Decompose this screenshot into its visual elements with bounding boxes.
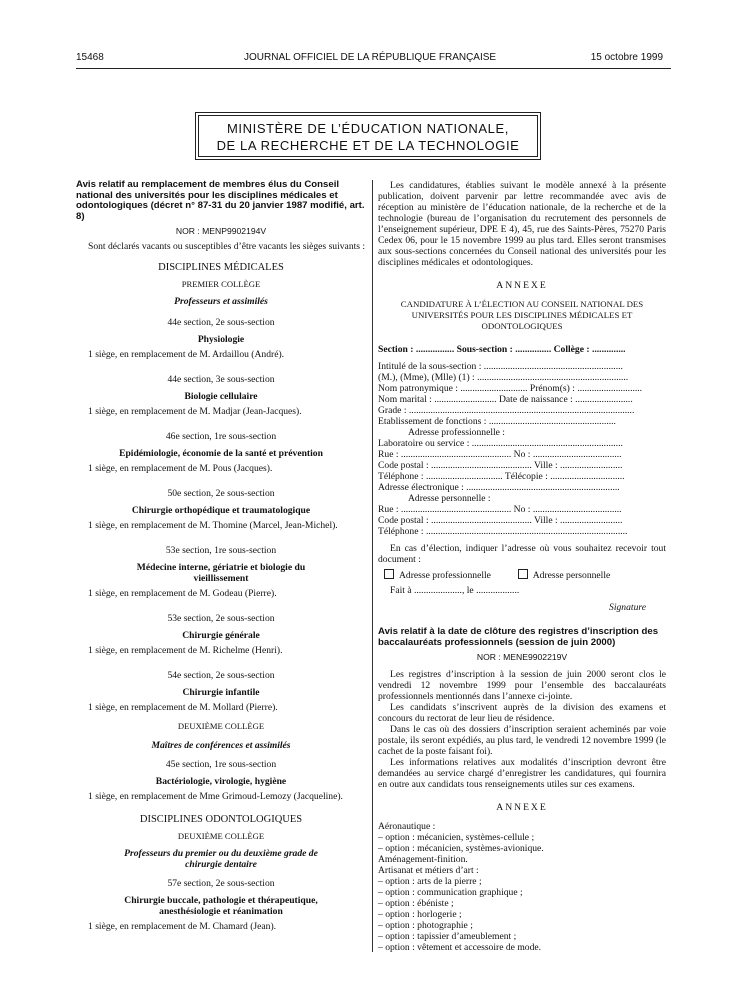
seat-text: 1 siège, en remplacement de M. Chamard (Jean). <box>88 921 277 932</box>
discipline-heading: DISCIPLINES MÉDICALES <box>158 262 284 273</box>
form-line: Etablissement de fonctions : ..................................................... <box>378 416 616 427</box>
seat-text: 1 siège, en remplacement de M. Richelme (Henri). <box>88 645 283 656</box>
subsection-name: Chirurgie buccale, pathologie et thérapeutique, anesthésiologie et réanimation <box>124 895 318 917</box>
paragraph: Dans le cas où des dossiers d’inscription seraient acheminés par voie postale, ils seront expédiés, au plus tard, le vendredi 12 novembre 1999 (le cachet de la poste faisant foi). <box>378 724 666 757</box>
form-line: Nom patronymique : ............................ Prénom(s) : ........................... <box>378 383 643 394</box>
list-item: – option : tapissier d’ameublement ; <box>378 931 517 942</box>
subsection-name: Chirurgie orthopédique et traumatologique <box>131 505 311 516</box>
subsection-name: Physiologie <box>197 334 245 345</box>
list-item: – option : horlogerie ; <box>378 909 462 920</box>
form-line: Rue : .............................................. No : ..................................... <box>378 504 622 515</box>
section-label: 54e section, 2e sous-section <box>167 670 275 681</box>
form-line: Intitulé de la sous-section : .......................................................... <box>378 361 623 372</box>
paragraph: Les informations relatives aux modalités d’inscription devront être demandées au service chargé d’enregistrer les candidatures, qui fournira en outre aux candidats tous renseignements utiles sur ces examens. <box>378 757 666 790</box>
section-label: 45e section, 1re sous-section <box>165 759 277 770</box>
subsection-name: Bactériologie, virologie, hygiène <box>155 776 287 787</box>
form-line: Laboratoire ou service : ............................................................... <box>378 438 623 449</box>
rank-heading: Professeurs et assimilés <box>174 296 268 307</box>
form-line: (M.), (Mme), (Mlle) (1) : ............................................................... <box>378 372 629 383</box>
rank-heading: Professeurs du premier ou du deuxième grade de chirurgie dentaire <box>124 848 318 870</box>
notice-title: Avis relatif au remplacement de membres élus du Conseil national des universités pour les disciplines médicales et odontologiques (décret n° 87-31 du 20 janvier 1987 modifié, art. 8) <box>76 179 365 222</box>
section-label: 44e section, 3e sous-section <box>167 374 275 385</box>
list-item: – option : vêtement et accessoire de mode. <box>378 942 542 953</box>
rank-heading: Maîtres de conférences et assimilés <box>151 740 291 751</box>
seat-text: 1 siège, en remplacement de Mme Grimoud-Lemozy (Jacqueline). <box>88 791 343 802</box>
paragraph: Les candidats s’inscrivent auprès de la division des examens et concours du rectorat de leur lieu de résidence. <box>378 702 666 724</box>
left-column <box>76 180 366 932</box>
candidature-title: CANDIDATURE À L’ÉLECTION AU CONSEIL NATIONAL DES UNIVERSITÉS POUR LES DISCIPLINES MÉDICALES ET ODONTOLOGIQUES <box>400 299 644 331</box>
form-line: Code postal : .......................................... Ville : .......................... <box>378 515 623 526</box>
nor-reference: NOR : MENP9902194V <box>175 226 267 236</box>
college-heading: DEUXIÈME COLLÈGE <box>177 721 265 731</box>
form-section-row: Section : ................ Sous-section : ............... Collège : .............. <box>378 344 626 355</box>
checkbox-personal[interactable] <box>518 569 528 579</box>
candidature-text: Les candidatures, établies suivant le modèle annexé à la présente publication, doivent parvenir par lettre recommandée avec avis de réception au ministère de l’éducation nationale, de la recherche et de la technologie (bureau de l’organisation du recrutement des personnels de l’enseignement supérieur, DPE E 4), 45, rue des Saints-Pères, 75270 Paris Cedex 06, pour le 15 novembre 1999 au plus tard. Elles seront transmises aux sous-sections concernées du Conseil national des universités pour les disciplines médicales et odontologiques. <box>378 180 666 268</box>
subsection-name: Biologie cellulaire <box>184 391 258 402</box>
annexe-heading-2: ANNEXE <box>496 802 548 813</box>
header-rule <box>76 68 671 69</box>
column-divider <box>372 180 373 952</box>
annexe-heading: ANNEXE <box>496 280 548 291</box>
section-label: 57e section, 2e sous-section <box>167 878 275 889</box>
option-professional-label: Adresse professionnelle <box>399 570 491 581</box>
journal-title: JOURNAL OFFICIEL DE LA RÉPUBLIQUE FRANÇAISE <box>244 52 497 63</box>
subsection-name: Médecine interne, gériatrie et biologie du vieillissement <box>136 562 306 584</box>
section-label: 46e section, 1re sous-section <box>165 431 277 442</box>
list-item: Artisanat et métiers d’art : <box>378 865 479 876</box>
section-label: 53e section, 1re sous-section <box>165 545 277 556</box>
seat-text: 1 siège, en remplacement de M. Pous (Jacques). <box>88 463 273 474</box>
paragraph: Les registres d’inscription à la session de juin 2000 seront clos le vendredi 12 novembre 1999 pour l’ensemble des baccalauréats professionnels mentionnés dans l’annexe ci-jointe. <box>378 669 666 702</box>
form-line: Adresse électronique : ................................................................ <box>378 482 620 493</box>
bac-pro-list <box>378 821 666 953</box>
ministry-line1: MINISTÈRE DE L’ÉDUCATION NATIONALE, <box>226 121 509 136</box>
list-item: – option : ébéniste ; <box>378 898 454 909</box>
list-item: Aménagement-finition. <box>378 854 468 865</box>
form-line: Rue : .............................................. No : ..................................... <box>378 449 622 460</box>
right-column <box>378 180 666 953</box>
form-subheading: Adresse professionnelle : <box>408 427 505 438</box>
seat-text: 1 siège, en remplacement de M. Madjar (Jean-Jacques). <box>88 406 302 417</box>
list-item: Aéronautique : <box>378 821 436 832</box>
ministry-box <box>198 115 538 157</box>
option-personal-label: Adresse personnelle <box>532 570 611 581</box>
subsection-name: Chirurgie générale <box>182 630 260 641</box>
form-line: Téléphone : ................................ Télécopie : ............................... <box>378 471 625 482</box>
signature-label: Signature <box>609 602 646 613</box>
page-number: 15468 <box>76 52 104 63</box>
seat-text: 1 siège, en remplacement de M. Ardaillou (André). <box>88 349 285 360</box>
college-heading: PREMIER COLLÈGE <box>181 279 261 289</box>
list-item: – option : arts de la pierre ; <box>378 876 482 887</box>
list-item: – option : photographie ; <box>378 920 473 931</box>
subsection-name: Epidémiologie, économie de la santé et prévention <box>119 448 323 459</box>
form-line: Téléphone : .................................................................................... <box>378 526 628 537</box>
seat-text: 1 siège, en remplacement de M. Godeau (Pierre). <box>88 588 277 599</box>
form-line: Code postal : .......................................... Ville : .......................... <box>378 460 623 471</box>
list-item: – option : communication graphique ; <box>378 887 523 898</box>
list-item: – option : mécanicien, systèmes-cellule ; <box>378 832 535 843</box>
notice-title-2: Avis relatif à la date de clôture des registres d’inscription des baccalauréats professionnels (session de juin 2000) <box>378 626 659 648</box>
nor-reference-2: NOR : MENE9902219V <box>476 652 568 662</box>
ministry-line2: DE LA RECHERCHE ET DE LA TECHNOLOGIE <box>216 138 520 153</box>
section-label: 50e section, 2e sous-section <box>167 488 275 499</box>
address-options <box>378 569 666 581</box>
form-subheading: Adresse personnelle : <box>408 493 491 504</box>
college-heading: DEUXIÈME COLLÈGE <box>177 831 265 841</box>
subsection-name: Chirurgie infantile <box>182 687 260 698</box>
list-item: – option : mécanicien, systèmes-avionique. <box>378 843 544 854</box>
form-line: Nom marital : .......................... Date de naissance : ........................ <box>378 394 633 405</box>
address-instruction: En cas d’élection, indiquer l’adresse où vous souhaitez recevoir tout document : <box>378 543 666 565</box>
discipline-heading: DISCIPLINES ODONTOLOGIQUES <box>139 814 303 825</box>
checkbox-professional[interactable] <box>384 569 394 579</box>
seat-text: 1 siège, en remplacement de M. Mollard (Pierre). <box>88 702 278 713</box>
form-line: Grade : .............................................................................................. <box>378 405 635 416</box>
form-place-date: Fait à ...................., le .................. <box>390 585 520 596</box>
issue-date: 15 octobre 1999 <box>590 52 663 63</box>
seat-text: 1 siège, en remplacement de M. Thomine (Marcel, Jean-Michel). <box>88 520 338 531</box>
section-label: 53e section, 2e sous-section <box>167 613 275 624</box>
intro-text: Sont déclarés vacants ou susceptibles d’être vacants les sièges suivants : <box>88 241 366 252</box>
section-label: 44e section, 2e sous-section <box>167 317 275 328</box>
